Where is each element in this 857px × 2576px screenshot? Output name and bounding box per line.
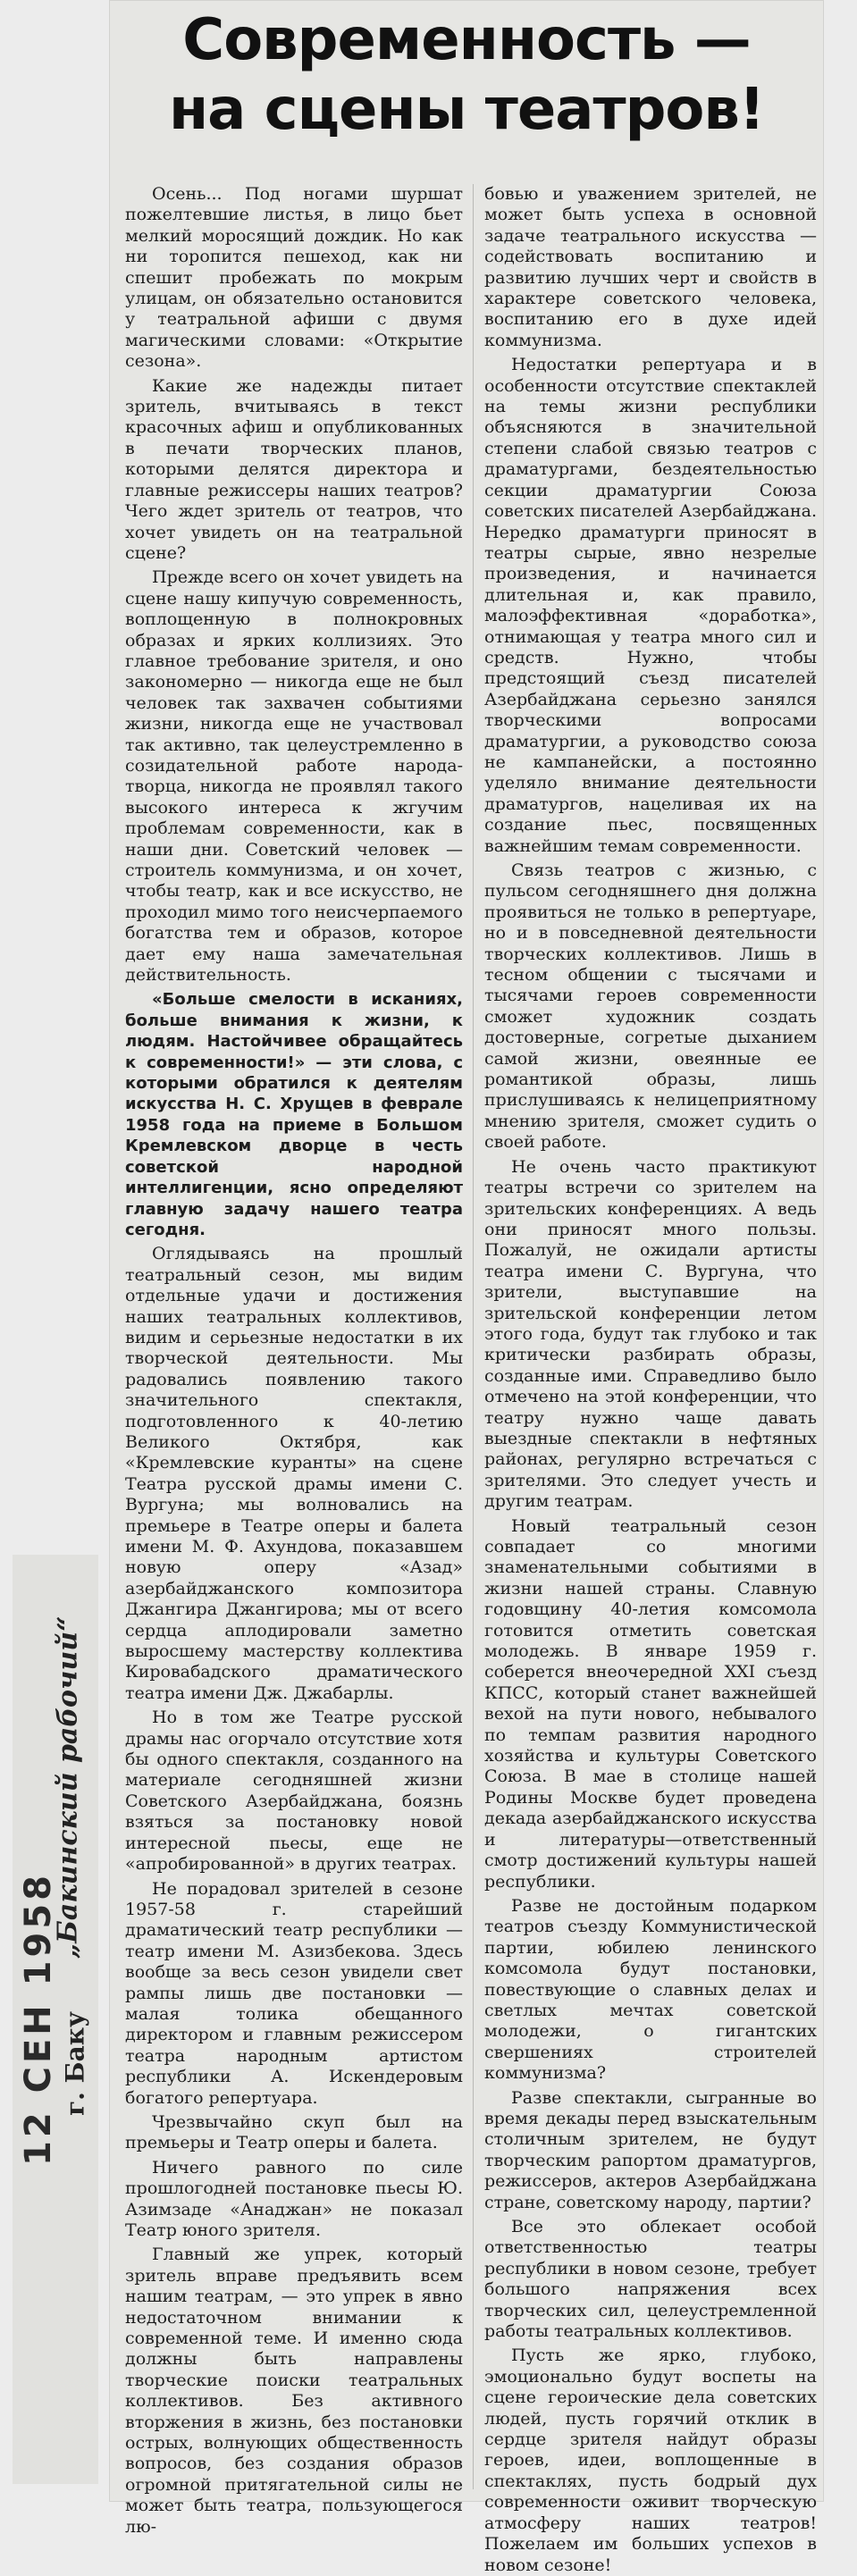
paragraph: Не очень часто практикуют театры встречи со зрителем на зрительских конференциях. А ведь они приносят много пользы. Пожалуй, не ожидали артисты театра имени С. Вургуна, что зрители, выступавшие на зрительской конференции летом этого года, будут так глубоко и так критически разбирать образы, созданные ими. Справедливо было отмечено на этой конференции, что театру нужно чаще давать выездные спектакли в нефтяных районах, регулярно встречаться с зрителями. Это следует учесть и другим театрам. bbox=[484, 1156, 817, 1512]
paragraph: Ничего равного по силе прошлогодней постановке пьесы Ю. Азимзаде «Анаджан» не показал Театр юного зрителя. bbox=[125, 2157, 463, 2240]
paragraph: Чрезвычайно скуп был на премьеры и Театр оперы и балета. bbox=[125, 2111, 463, 2153]
paragraph: Новый театральный сезон совпадает со многими знаменательными событиями в жизни нашей страны. Славную годовщину 40-летия комсомола готовится отметить советская молодежь. В январе 1959 г. соберется внеочередной XXI съезд КПСС, который станет важнейшей вехой на пути нового, небывалого по темпам развития народного хозяйства и культуры Советского Союза. В мае в столице нашей Родины Москве будет проведена декада азербайджанского искусства и литературы—ответственный смотр достижений культуры нашей республики. bbox=[484, 1515, 817, 1892]
paragraph-quote: «Больше смелости в исканиях, больше внимания к жизни, к людям. Настойчивее обращайтесь к современности!» — эти слова, с которыми обратился к деятелям искусства Н. С. Хрущев в феврале 1958 года на приеме в Большом Кремлевском дворце в честь советской народной интеллигенции, ясно определяют главную задачу нашего театра сегодня. bbox=[125, 990, 463, 1239]
paragraph: Разве не достойным подарком театров съезду Коммунистической партии, юбилею ленинского комсомола будут постановки, повествующие о славных делах и светлых мечтах советской молодежи, о гигантских свершениях строителей коммунизма? bbox=[484, 1895, 817, 2084]
paragraph: Разве спектакли, сыгранные во время декады перед взыскательным столичным зрителем, не будут творческим рапортом драматургов, режиссеров, актеров Азербайджана стране, советскому народу, партии? bbox=[484, 2087, 817, 2212]
paragraph: бовью и уважением зрителей, не может быть успеха в основной задаче театрального искусства — содействовать воспитанию и развитию лучших черт и свойств в характере советского человека, воспитанию его в духе идей коммунизма. bbox=[484, 184, 817, 350]
paragraph: Какие же надежды питает зритель, вчитываясь в текст красочных афиш и опубликованных в печати творческих планов, которыми делятся директора и главные режиссеры наших театров? Чего ждет зритель от театров, что хочет увидеть он на театральной сцене? bbox=[125, 375, 463, 563]
paragraph: Главный же упрек, который зритель вправе предъявить всем нашим театрам, — это упрек в явно недостаточном внимании к современной теме. И именно сюда должны быть направлены творческие поиски театральных коллективов. Без активного вторжения в жизнь, без постановки острых, волнующих общественность вопросов, без создания образов огромной притягательной силы не может быть театра, пользующегося лю- bbox=[125, 2245, 463, 2537]
stamp-city: г. Баку bbox=[60, 2011, 90, 2117]
paragraph: Не порадовал зрителей в сезоне 1957-58 г. старейший драматический театр республики — театр имени М. Азизбекова. Здесь вообще за весь сезон увидели свет рампы лишь две постановки — малая толика обещанного директором и главным режиссером театра народным артистом республики А. Искендеровым богатого репертуара. bbox=[125, 1878, 463, 2108]
article-headline bbox=[109, 5, 824, 148]
paragraph: Осень... Под ногами шуршат пожелтевшие листья, в лицо бьет мелкий моросящий дождик. Но как ни торопится пешеход, как ни спешит пробежать по мокрым улицам, он обязательно остановится у театральной афиши с двумя магическими словами: «Открытие сезона». bbox=[125, 184, 463, 372]
paragraph: Прежде всего он хочет увидеть на сцене нашу кипучую современность, воплощенную в полнокровных образах и ярких коллизиях. Это главное требование зрителя, и оно закономерно — никогда еще не был человек так захвачен событиями жизни, никогда еще не участвовал так активно, так целеустремленно в созидательной работе народа-творца, никогда не проявлял такого высокого интереса к жгучим проблемам современности, как в наши дни. Советский человек — строитель коммунизма, и он хочет, чтобы театр, как и все искусство, не проходил мимо того неисчерпаемого богатства тем и образов, которое дает ему наша замечательная действительность. bbox=[125, 567, 463, 986]
paragraph: Пусть же ярко, глубоко, эмоционально будут воспеты на сцене героические дела советских людей, пусть горячий отклик в сердце зрителя найдут образы героев, идеи, воплощенные в спектаклях, пусть бодрый дух современности оживит творческую атмосферу наших театров! Пожелаем им больших успехов в новом сезоне! bbox=[484, 2345, 817, 2575]
article-column-left bbox=[125, 184, 463, 2537]
headline-line-1: Современность — bbox=[182, 7, 751, 73]
paragraph: Оглядываясь на прошлый театральный сезон, мы видим отдельные удачи и достижения наших театральных коллективов, видим и серьезные недостатки в их творческой деятельности. Мы радовались появлению такого значительного спектакля, подготовленного к 40-летию Великого Октября, как «Кремлевские куранты» на сцене Театра русской драмы имени С. Вургуна; мы волновались на премьере в Театре оперы и балета имени М. Ф. Ахундова, показавшем новую оперу «Азад» азербайджанского композитора Джангира Джангирова; мы от всего сердца аплодировали заметно выросшему мастерству коллектива Кировабадского драматического театра имени Дж. Джабарлы. bbox=[125, 1244, 463, 1703]
paragraph: Недостатки репертуара и в особенности отсутствие спектаклей на темы жизни республики объясняются в значительной степени слабой связью театров с драматургами, бездеятельностью секции драматургии Союза советских писателей Азербайджана. Нередко драматурги приносят в театры сырые, явно незрелые произведения, и начинается длительная и, как правило, малоэффективная «доработка», отнимающая у театра много сил и средств. Нужно, чтобы предстоящий съезд писателей Азербайджана серьезно занялся творческими вопросами драматургии, а руководство союза не кампанейски, а постоянно уделяло внимание деятельности драматургов, нацеливая их на создание пьес, посвященных важнейшим темам современности. bbox=[484, 355, 817, 856]
column-divider bbox=[473, 184, 474, 2489]
stamp-newspaper-name: „Бакинский рабочий“ bbox=[52, 1615, 84, 1959]
paragraph: Но в том же Театре русской драмы нас огорчало отсутствие хотя бы одного спектакля, созданного на материале сегодняшней жизни Советского Азербайджана, боязнь взяться за постановку новой интересной пьесы, еще не «апробированной» в других театрах. bbox=[125, 1708, 463, 1875]
paragraph: Связь театров с жизнью, с пульсом сегодняшнего дня должна проявиться не только в репертуаре, но и в повседневной деятельности творческих коллективов. Лишь в тесном общении с тысячами и тысячами героев современности сможет художник создать достоверные, согретые дыханием самой жизни, овеянные ее романтикой образы, лишь прислушиваясь к нелицеприятному мнению зрителя, сможет судить о своей работе. bbox=[484, 860, 817, 1153]
stamp-date: 12 СЕН 1958 bbox=[18, 1872, 59, 2167]
article-column-right bbox=[484, 184, 817, 2575]
paragraph: Все это облекает особой ответственностью театры республики в новом сезоне, требует большого напряжения всех творческих сил, целеустремленной работы театральных коллективов. bbox=[484, 2217, 817, 2342]
headline-line-2: на сцены театров! bbox=[168, 77, 765, 143]
